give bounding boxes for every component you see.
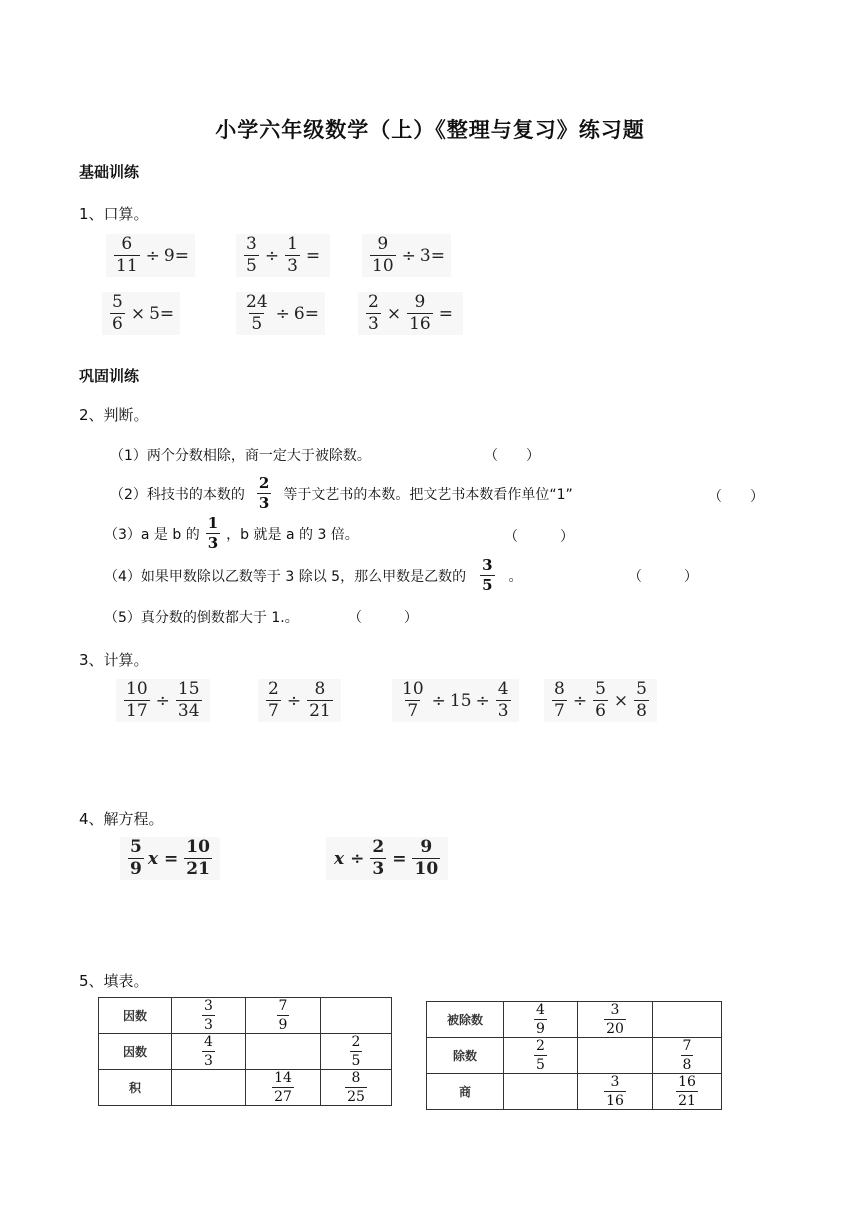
answer-cell[interactable] [578, 1038, 653, 1074]
judgment-2: （2）科技书的本数的 $\frac{2}{3}$ 等于文艺书的本数。把文艺书本数看作单位“1” [110, 474, 573, 512]
answer-cell[interactable] [172, 1070, 246, 1106]
fraction: $\frac{6}{11}$ [116, 234, 138, 276]
answer-paren-4[interactable]: （ ） [628, 569, 698, 585]
table-cell: $\frac{2}{5}$ [504, 1038, 578, 1074]
calc-expression-4: $\frac{8}{7}$ ÷ $\frac{5}{6}$ × $\frac{5}{8}$ [544, 679, 657, 722]
mental-calc-4: $\frac{5}{6}$ × 5 = [102, 292, 180, 335]
section-consolidation-training: 巩固训练 [79, 367, 140, 385]
fraction: $\frac{2}{3}$ [258, 474, 270, 512]
table-cell: $\frac{4}{3}$ [172, 1034, 246, 1070]
answer-cell[interactable] [653, 1002, 722, 1038]
answer-paren-2[interactable]: （ ） [708, 489, 764, 505]
table-row [99, 1034, 392, 1070]
table-row [427, 1074, 722, 1110]
fill-table-division [426, 1001, 722, 1110]
fraction: $\frac{1}{3}$ [207, 514, 219, 552]
fraction: $\frac{4}{3}$ [497, 679, 509, 721]
row-header: 因数 [99, 998, 172, 1034]
table-cell: $\frac{3}{16}$ [578, 1074, 653, 1110]
calc-expression-3: $\frac{10}{7}$ ÷ 15 ÷ $\frac{4}{3}$ [392, 679, 519, 722]
answer-cell[interactable] [246, 1034, 321, 1070]
judgment-5: （5）真分数的倒数都大于 1.。 [104, 610, 299, 626]
calc-expression-1: $\frac{10}{17}$ ÷ $\frac{15}{34}$ [116, 679, 210, 722]
row-header: 积 [99, 1070, 172, 1106]
fraction: $\frac{3}{5}$ [482, 556, 493, 594]
row-header: 除数 [427, 1038, 504, 1074]
question-5-label: 5、填表。 [79, 972, 149, 990]
answer-paren-3[interactable]: （ ） [504, 529, 574, 545]
question-4-label: 4、解方程。 [79, 810, 164, 828]
table-row [99, 1070, 392, 1106]
fraction: $\frac{9}{10}$ [372, 234, 394, 276]
fraction: $\frac{2}{7}$ [268, 679, 279, 721]
section-basic-training: 基础训练 [79, 163, 140, 181]
question-2-label: 2、判断。 [79, 406, 149, 424]
fraction: $\frac{9}{10}$ [414, 837, 439, 879]
table-cell: $\frac{3}{3}$ [172, 998, 246, 1034]
fraction: $\frac{10}{21}$ [186, 837, 210, 879]
calc-expression-2: $\frac{2}{7}$ ÷ $\frac{8}{21}$ [258, 679, 341, 722]
mental-calc-2: $\frac{3}{5}$ ÷ $\frac{1}{3}$ = [236, 234, 330, 277]
fraction: $\frac{9}{16}$ [409, 292, 431, 334]
mental-calc-6: $\frac{2}{3}$ × $\frac{9}{16}$ = [358, 292, 463, 335]
table-cell: $\frac{7}{8}$ [653, 1038, 722, 1074]
page-title: 小学六年级数学（上）《整理与复习》练习题 [215, 118, 645, 142]
table-cell: $\frac{4}{9}$ [504, 1002, 578, 1038]
question-1-label: 1、口算。 [79, 205, 149, 223]
answer-cell[interactable] [321, 998, 392, 1034]
fraction: $\frac{24}{5}$ [246, 292, 268, 334]
fraction: $\frac{3}{5}$ [246, 234, 257, 276]
mental-calc-1: $\frac{6}{11}$ ÷ 9 = [106, 234, 195, 277]
table-row [427, 1002, 722, 1038]
answer-paren-1[interactable]: （ ） [484, 448, 540, 464]
table-cell: $\frac{16}{21}$ [653, 1074, 722, 1110]
answer-cell[interactable] [504, 1074, 578, 1110]
fraction: $\frac{8}{7}$ [554, 679, 565, 721]
table-cell: $\frac{14}{27}$ [246, 1070, 321, 1106]
fraction: $\frac{2}{3}$ [372, 837, 385, 879]
fraction: $\frac{10}{7}$ [402, 679, 424, 721]
table-cell: $\frac{2}{5}$ [321, 1034, 392, 1070]
question-3-label: 3、计算。 [79, 651, 149, 669]
fraction: $\frac{5}{6}$ [112, 292, 123, 334]
fraction: $\frac{2}{3}$ [368, 292, 379, 334]
mental-calc-5: $\frac{24}{5}$ ÷ 6 = [236, 292, 325, 335]
equation-1: $\frac{5}{9}$ x = $\frac{10}{21}$ [120, 837, 220, 880]
fraction: $\frac{5}{6}$ [595, 679, 606, 721]
row-header: 因数 [99, 1034, 172, 1070]
judgment-1: （1）两个分数相除，商一定大于被除数。 [110, 448, 371, 464]
table-cell: $\frac{3}{20}$ [578, 1002, 653, 1038]
judgment-3: （3）a 是 b 的 $\frac{1}{3}$ ，b 就是 a 的 3 倍。 [104, 514, 359, 552]
fraction: $\frac{5}{8}$ [636, 679, 647, 721]
mental-calc-3: $\frac{9}{10}$ ÷ 3 = [362, 234, 451, 277]
row-header: 被除数 [427, 1002, 504, 1038]
table-cell: $\frac{8}{25}$ [321, 1070, 392, 1106]
answer-paren-5[interactable]: （ ） [348, 610, 418, 626]
table-cell: $\frac{7}{9}$ [246, 998, 321, 1034]
judgment-4: （4）如果甲数除以乙数等于 3 除以 5，那么甲数是乙数的 $\frac{3}{5}$ 。 [104, 556, 523, 594]
fraction: $\frac{15}{34}$ [177, 679, 200, 721]
fraction: $\frac{10}{17}$ [126, 679, 148, 721]
fraction: $\frac{5}{9}$ [130, 837, 142, 879]
row-header: 商 [427, 1074, 504, 1110]
table-row [99, 998, 392, 1034]
fraction: $\frac{8}{21}$ [309, 679, 331, 721]
table-row [427, 1038, 722, 1074]
fill-table-multiplication [98, 997, 392, 1106]
fraction: $\frac{1}{3}$ [287, 234, 298, 276]
equation-2: x ÷ $\frac{2}{3}$ = $\frac{9}{10}$ [326, 837, 448, 880]
